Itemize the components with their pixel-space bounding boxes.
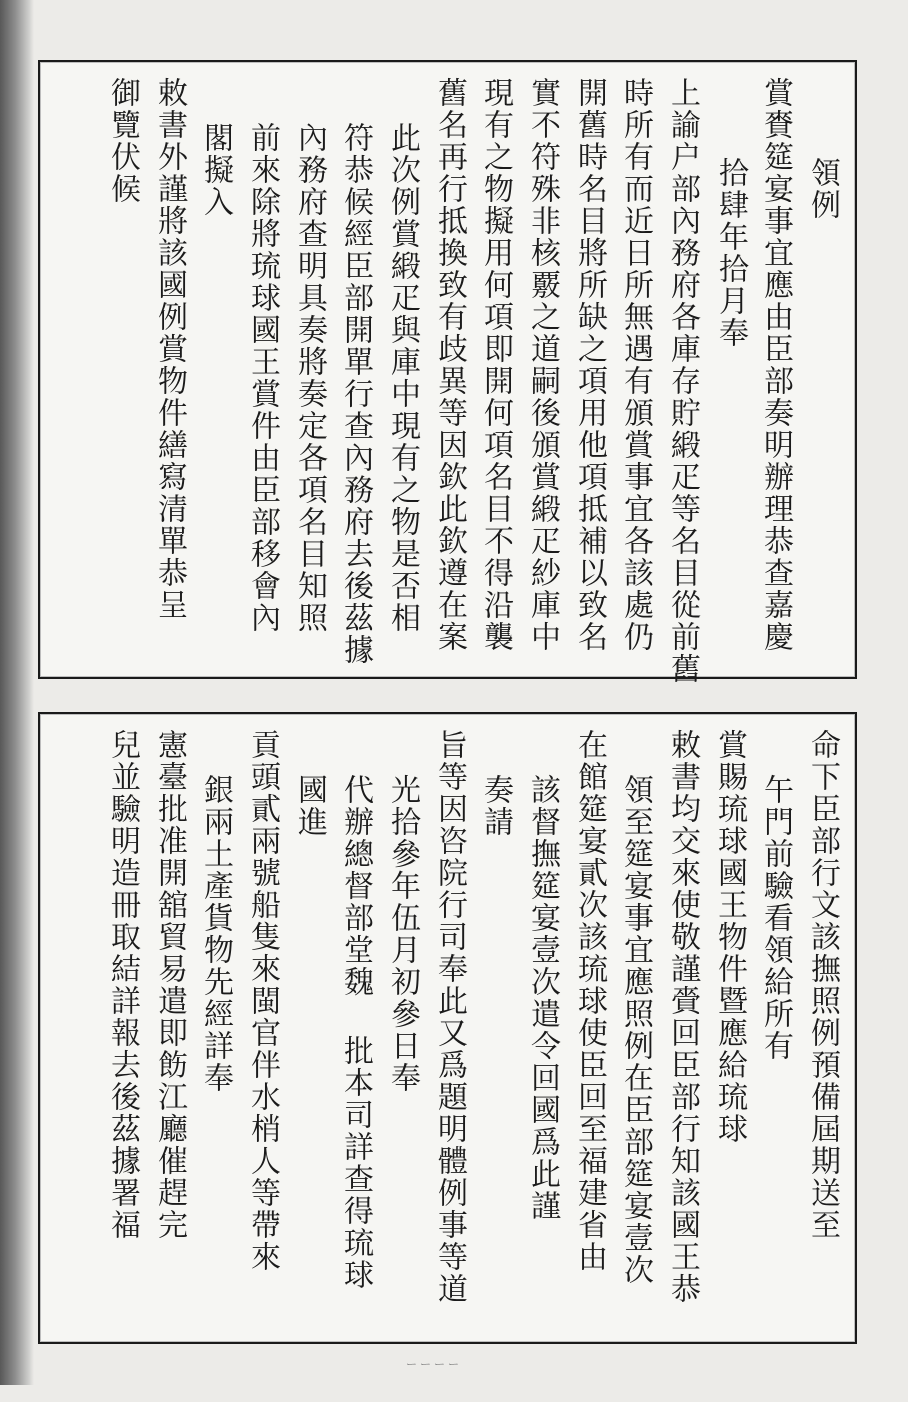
upper-text-column-3: 拾肆年拾月奉 xyxy=(713,157,748,349)
lower-text-column-14: 銀兩土產貨物先經詳奉 xyxy=(198,774,233,1094)
upper-text-column-13: 前來除將琉球國王賞件由臣部移會內 xyxy=(245,122,280,634)
lower-text-column-16: 兒並驗明造冊取結詳報去後茲據署福 xyxy=(105,729,140,1241)
lower-text-column-10: 光拾參年伍月初參日奉 xyxy=(385,774,420,1094)
page-number: ーーーー xyxy=(406,1358,462,1371)
lower-text-column-5: 領至筵宴事宜應照例在臣部筵宴壹次 xyxy=(618,774,653,1286)
lower-text-column-4: 敕書均交來使敬謹賫回臣部行知該國王恭 xyxy=(665,729,700,1305)
lower-text-column-13: 貢頭貳兩號船隻來閩官伴水梢人等帶來 xyxy=(245,729,280,1273)
upper-text-column-16: 御覽伏候 xyxy=(105,77,140,205)
upper-text-column-12: 內務府查明具奏將奏定各項名目知照 xyxy=(292,122,327,634)
lower-text-column-2: 午門前驗看領給所有 xyxy=(758,774,793,1062)
lower-text-column-1: 命下臣部行文該撫照例預備屆期送至 xyxy=(805,729,840,1241)
upper-text-column-11: 符恭候經臣部開單行查內務府去後茲據 xyxy=(338,122,373,666)
lower-text-column-7: 該督撫筵宴壹次遣令回國爲此謹 xyxy=(525,774,560,1222)
upper-text-column-1: 領例 xyxy=(805,157,840,221)
upper-text-column-2: 賞賚筵宴事宜應由臣部奏明辦理恭查嘉慶 xyxy=(758,77,793,653)
lower-text-column-3: 賞賜琉球國王物件暨應給琉球 xyxy=(712,729,747,1145)
upper-text-column-8: 現有之物擬用何項即開何項名目不得沿襲 xyxy=(478,77,513,653)
upper-text-column-15: 敕書外謹將該國例賞物件繕寫清單恭呈 xyxy=(152,77,187,621)
upper-text-column-4: 上諭户部內務府各庫存貯緞疋等名目從前舊 xyxy=(665,77,700,685)
upper-text-column-10: 此次例賞緞疋與庫中現有之物是否相 xyxy=(385,122,420,634)
upper-text-column-5: 時所有而近日所無遇有頒賞事宜各該處仍 xyxy=(618,77,653,653)
upper-document-panel xyxy=(38,60,857,685)
lower-text-column-6: 在館筵宴貳次該琉球使臣回至福建省由 xyxy=(572,729,607,1273)
upper-text-column-9: 舊名再行抵換致有歧異等因欽此欽遵在案 xyxy=(432,77,467,653)
lower-text-column-15: 憲臺批准開舘貿易遣即飭江廳催趕完 xyxy=(152,729,187,1241)
lower-text-column-9: 旨等因咨院行司奉此又爲題明體例事等道 xyxy=(432,729,467,1305)
book-spine-shadow xyxy=(0,0,34,1385)
upper-text-column-6: 開舊時名目將所缺之項用他項抵補以致名 xyxy=(572,77,607,653)
lower-text-column-8: 奏請 xyxy=(478,774,513,838)
lower-text-column-12: 國進 xyxy=(292,774,327,838)
lower-document-panel xyxy=(38,712,857,1344)
lower-text-column-11: 代辦總督部堂魏 批本司詳查得琉球 xyxy=(338,774,373,1291)
upper-text-column-14: 閣擬入 xyxy=(198,122,233,218)
upper-text-column-7: 實不符殊非核覈之道嗣後頒賞緞疋紗庫中 xyxy=(525,77,560,653)
